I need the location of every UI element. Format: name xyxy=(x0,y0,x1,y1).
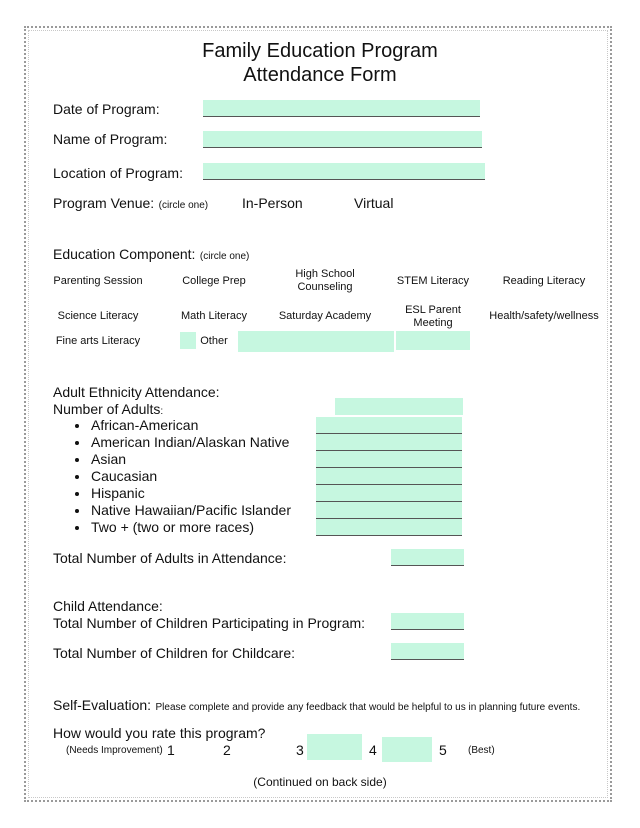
venue-option-virtual[interactable]: Virtual xyxy=(354,195,394,211)
ethnicity-label-caucasian: Caucasian xyxy=(91,468,158,484)
bullet-icon xyxy=(75,441,79,445)
continued-note: (Continued on back side) xyxy=(253,775,387,789)
ethnicity-field-native-hawaiian[interactable] xyxy=(316,502,462,519)
ethnicity-label-asian: Asian xyxy=(91,451,127,467)
education-label: Education Component: xyxy=(53,246,196,262)
child-participating-label: Total Number of Children Participating in Program: xyxy=(53,615,366,631)
ethnicity-field-hispanic[interactable] xyxy=(316,485,462,502)
rating-1[interactable]: 1 xyxy=(167,742,175,758)
bullet-icon xyxy=(75,475,79,479)
ethnicity-field-caucasian[interactable] xyxy=(316,468,462,485)
adult-total-label: Total Number of Adults in Attendance: xyxy=(53,550,287,566)
edu-option-fine-arts[interactable]: Fine arts Literacy xyxy=(55,335,141,347)
venue-row xyxy=(53,195,208,213)
bullet-icon xyxy=(75,526,79,530)
ethnicity-label-american-indian: American Indian/Alaskan Native xyxy=(91,434,290,450)
location-field[interactable] xyxy=(203,163,485,180)
rate-question: How would you rate this program? xyxy=(53,725,266,741)
edu-option-college-prep[interactable]: College Prep xyxy=(182,275,246,287)
edu-option-esl[interactable]: ESL Parent Meeting xyxy=(405,304,461,329)
other-field-2[interactable] xyxy=(396,331,470,350)
evaluation-label: Self-Evaluation: xyxy=(53,697,152,713)
rating-5[interactable]: 5 xyxy=(439,742,447,758)
education-row xyxy=(53,246,249,264)
adult-heading: Adult Ethnicity Attendance: xyxy=(53,384,220,400)
form-title-line2: Attendance Form xyxy=(243,64,397,86)
date-label: Date of Program: xyxy=(53,101,160,117)
location-label: Location of Program: xyxy=(53,165,183,181)
rating-fill-box-2[interactable] xyxy=(382,737,432,762)
child-heading: Child Attendance: xyxy=(53,598,163,614)
child-participating-field[interactable] xyxy=(391,613,464,630)
rating-low-label: (Needs Improvement) xyxy=(66,745,163,756)
edu-option-math[interactable]: Math Literacy xyxy=(180,310,248,322)
rating-4[interactable]: 4 xyxy=(369,742,377,758)
evaluation-hint: Please complete and provide any feedback that would be helpful to us in planning future events. xyxy=(155,702,581,713)
program-name-field[interactable] xyxy=(203,131,482,148)
bullet-icon xyxy=(75,509,79,513)
ethnicity-field-american-indian[interactable] xyxy=(316,434,462,451)
edu-option-saturday[interactable]: Saturday Academy xyxy=(278,310,372,322)
edu-option-health[interactable]: Health/safety/wellness xyxy=(489,310,599,322)
edu-option-high-school[interactable]: High School Counseling xyxy=(295,268,355,293)
ethnicity-label-native-hawaiian: Native Hawaiian/Pacific Islander xyxy=(91,502,291,518)
other-label: Other xyxy=(200,335,228,347)
evaluation-row xyxy=(53,697,580,715)
name-label: Name of Program: xyxy=(53,131,168,147)
adult-total-field[interactable] xyxy=(391,549,464,566)
bullet-icon xyxy=(75,492,79,496)
ethnicity-field-two-plus[interactable] xyxy=(316,519,462,536)
ethnicity-field-asian[interactable] xyxy=(316,451,462,468)
edu-option-science[interactable]: Science Literacy xyxy=(57,310,139,322)
childcare-field[interactable] xyxy=(391,643,464,660)
ethnicity-label-african-american: African-American xyxy=(91,417,199,433)
edu-option-stem[interactable]: STEM Literacy xyxy=(396,275,470,287)
bullet-icon xyxy=(75,458,79,462)
ethnicity-label-two-plus: Two + (two or more races) xyxy=(91,519,254,535)
ethnicity-label-hispanic: Hispanic xyxy=(91,485,145,501)
rating-2[interactable]: 2 xyxy=(223,742,231,758)
bullet-icon xyxy=(75,424,79,428)
edu-option-reading[interactable]: Reading Literacy xyxy=(502,275,586,287)
education-hint: (circle one) xyxy=(199,251,250,262)
other-field-1[interactable] xyxy=(238,331,394,352)
form-title-line1: Family Education Program xyxy=(202,40,438,62)
other-checkbox[interactable] xyxy=(180,332,196,349)
edu-option-parenting[interactable]: Parenting Session xyxy=(53,275,143,287)
childcare-label: Total Number of Children for Childcare: xyxy=(53,645,295,661)
venue-label: Program Venue: xyxy=(53,195,155,211)
adult-count-field[interactable] xyxy=(335,398,463,415)
date-field[interactable] xyxy=(203,100,480,117)
adult-count-label: Number of Adults xyxy=(53,401,161,417)
rating-3[interactable]: 3 xyxy=(296,742,304,758)
venue-option-in-person[interactable]: In-Person xyxy=(242,195,303,211)
rating-fill-box-1[interactable] xyxy=(307,734,362,760)
ethnicity-field-african-american[interactable] xyxy=(316,417,462,434)
rating-high-label: (Best) xyxy=(468,745,495,756)
adult-count-colon: : xyxy=(160,406,164,417)
venue-hint: (circle one) xyxy=(158,200,209,211)
